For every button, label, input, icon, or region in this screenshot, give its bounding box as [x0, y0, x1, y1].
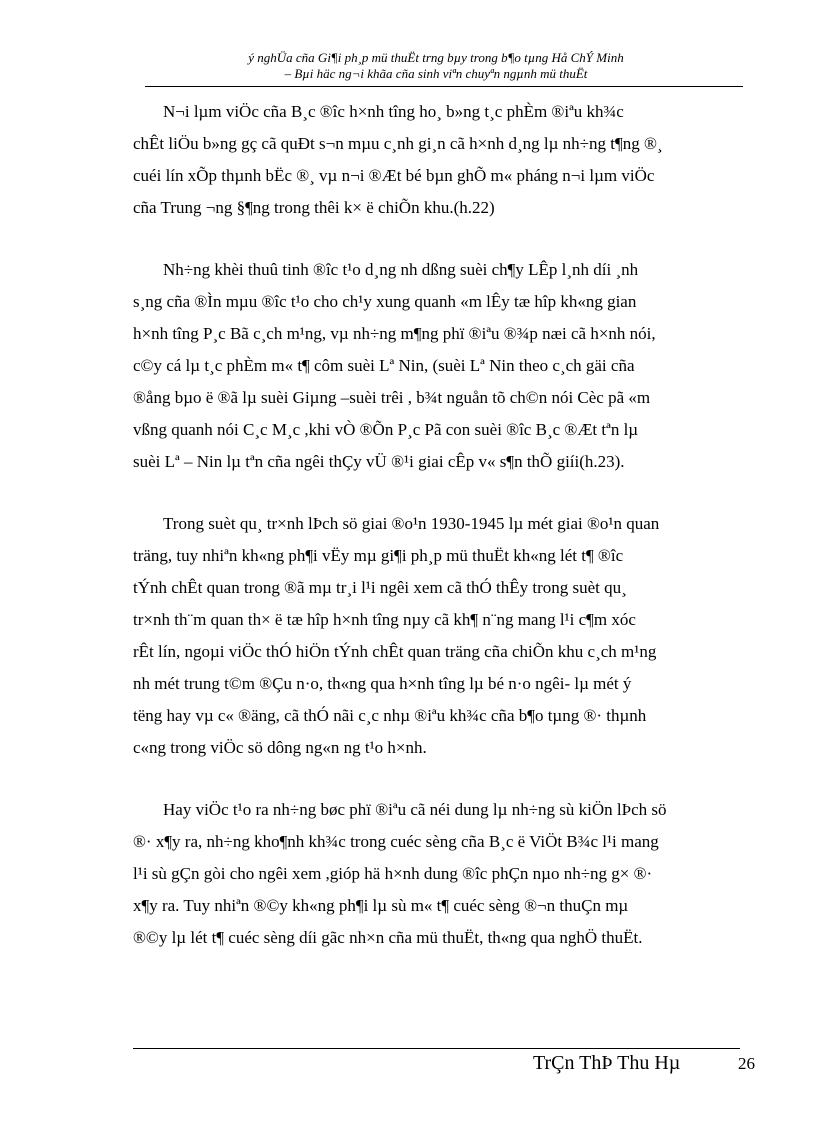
- paragraph-line: c«ng trong viÖc sö dông ng«n ng t¹o h×nh.: [133, 738, 427, 757]
- body-paragraph: [133, 794, 741, 954]
- paragraph-line: ®©y lµ lét t¶ cuéc sèng díi gãc nh×n cña mü thuËt, th«ng qua nghÖ thuËt.: [133, 928, 643, 947]
- paragraph-line: Hay viÖc t¹o ra nh÷ng bøc phï ®iªu cã néi dung lµ nh÷ng sù kiÖn lÞch sö: [163, 800, 667, 819]
- paragraph-line: ®· x¶y ra, nh÷ng kho¶nh kh¾c trong cuéc sèng cña B¸c ë ViÖt B¾c l¹i mang: [133, 832, 659, 851]
- paragraph-line: chÊt liÖu b»ng gç cã quÐt s¬n mµu c¸nh gi¸n cã h×nh d¸ng lµ nh÷ng t¶ng ®¸: [133, 134, 663, 153]
- paragraph-line: cña Trung ¬ng §¶ng trong thêi k× ë chiÕn khu.(h.22): [133, 198, 495, 217]
- paragraph-line: h×nh tîng P¸c Bã c¸ch m¹ng, vµ nh÷ng m¶ng phï ®iªu ®¾p næi cã h×nh nói,: [133, 324, 656, 343]
- paragraph-line: c©y cá lµ t¸c phÈm m« t¶ côm suèi Lª Nin, (suèi Lª Nin theo c¸ch gäi cña: [133, 356, 635, 375]
- header-line-2: – Bµi häc ng¬i khãa cña sinh viªn chuyªn ngµnh mü thuËt: [284, 66, 588, 81]
- footer-author: TrÇn ThÞ Thu Hµ: [533, 1052, 681, 1074]
- paragraph-line: ®ång bµo ë ®ã lµ suèi Giµng –suèi trêi , b¾t nguån tõ ch©n nói Cèc pã «m: [133, 388, 651, 407]
- paragraph-line: l¹i sù gÇn gòi cho ngêi xem ,gióp hä h×nh dung ®îc phÇn nµo nh÷ng g× ®·: [133, 864, 653, 883]
- running-header: [130, 50, 742, 82]
- paragraph-line: tÝnh chÊt quan trong ®ã mµ tr¸i l¹i ngêi xem cã thÓ thÊy trong suèt qu¸: [133, 578, 627, 597]
- paragraph-line: tëng hay vµ c« ®äng, cã thÓ nãi c¸c nhµ ®iªu kh¾c cña b¶o tµng ®· thµnh: [133, 706, 647, 725]
- paragraph-line: s¸ng cña ®Ìn mµu ®îc t¹o cho ch¹y xung quanh «m lÊy tæ hîp kh«ng gian: [133, 292, 637, 311]
- paragraph-line: rÊt lín, ngoµi viÖc thÓ hiÖn tÝnh chÊt quan träng cña chiÕn khu c¸ch m¹ng: [133, 642, 657, 661]
- document-body: [133, 96, 741, 984]
- page-number: 26: [738, 1054, 755, 1073]
- paragraph-line: cuéi lín xÕp thµnh bËc ®¸ vµ n¬i ®Æt bé bµn ghÕ m« pháng n¬i lµm viÖc: [133, 166, 655, 185]
- body-paragraph: [133, 96, 741, 224]
- paragraph-line: nh mét trung t©m ®Çu n·o, th«ng qua h×nh tîng lµ bé n·o ngêi- lµ mét ý: [133, 674, 632, 693]
- paragraph-line: tr×nh th¨m quan th× ë tæ hîp h×nh tîng nµy cã kh¶ n¨ng mang l¹i c¶m xóc: [133, 610, 636, 629]
- header-line-1: ý nghÜa cña Gi¶i ph¸p mü thuËt trng bµy trong b¶o tµng Hå ChÝ Minh: [248, 50, 624, 65]
- paragraph-line: N¬i lµm viÖc cña B¸c ®îc h×nh tîng ho¸ b»ng t¸c phÈm ®iªu kh¾c: [163, 102, 624, 121]
- body-paragraph: [133, 508, 741, 764]
- paragraph-line: suèi Lª – Nin lµ tªn cña ngêi thÇy vÜ ®¹i giai cÊp v« s¶n thÕ giíi(h.23).: [133, 452, 625, 471]
- footer-divider: [133, 1048, 740, 1049]
- paragraph-line: Trong suèt qu¸ tr×nh lÞch sö giai ®o¹n 1930-1945 lµ mét giai ®o¹n quan: [163, 514, 660, 533]
- paragraph-line: vßng quanh nói C¸c M¸c ,khi vÒ ®Õn P¸c Pã con suèi ®îc B¸c ®Æt tªn lµ: [133, 420, 639, 439]
- paragraph-line: Nh÷ng khèi thuû tinh ®îc t¹o d¸ng nh dßng suèi ch¶y LÊp l¸nh díi ¸nh: [163, 260, 639, 279]
- body-paragraph: [133, 254, 741, 478]
- header-divider: [145, 86, 743, 87]
- paragraph-line: x¶y ra. Tuy nhiªn ®©y kh«ng ph¶i lµ sù m« t¶ cuéc sèng ®¬n thuÇn mµ: [133, 896, 629, 915]
- paragraph-line: träng, tuy nhiªn kh«ng ph¶i vËy mµ gi¶i ph¸p mü thuËt kh«ng lét t¶ ®îc: [133, 546, 624, 565]
